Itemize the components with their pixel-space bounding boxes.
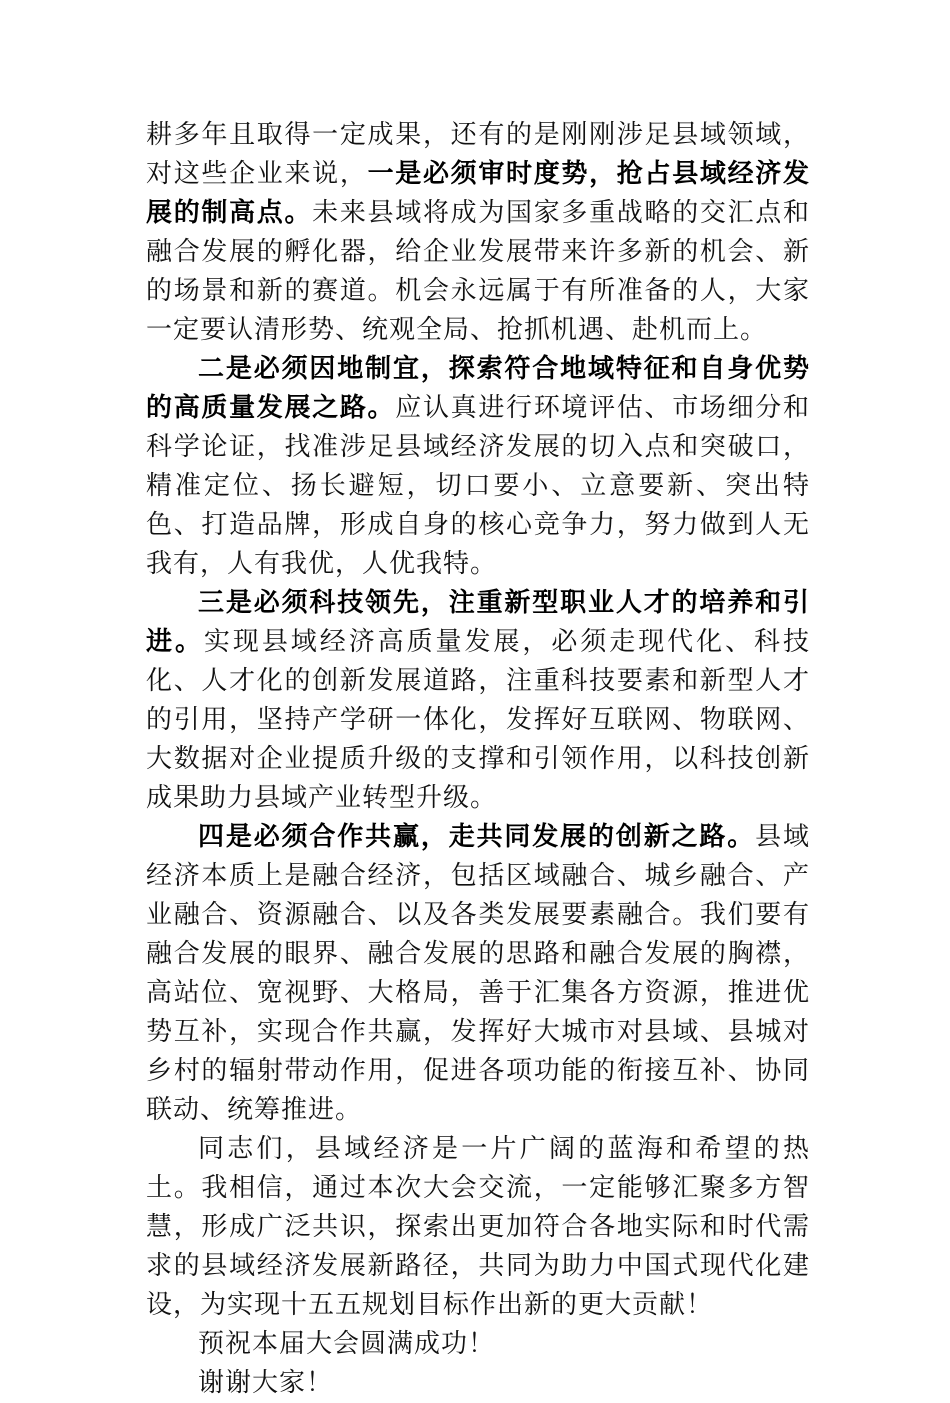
bold-heading-point-four: 四是必须合作共赢，走共同发展的创新之路。 [198, 822, 756, 852]
bold-heading-point-three: 三是必须科技领先，注重新型职业人才的培养和引进。 [146, 588, 810, 657]
text-run: 未来县域将成为国家多重战略的交汇点和融合发展的孵化器，给企业发展带来许多新的机会、新的场景和新的赛道。机会永远属于有所准备的人，大家一定要认清形势、统观全局、抢抓机遇、赴机而上。 [146, 198, 810, 345]
paragraph-point-four [146, 818, 810, 1130]
bold-heading-point-one: 一是必须审时度势，抢占县域经济发展的制高点。 [146, 159, 810, 228]
text-run: 耕多年且取得一定成果，还有的是刚刚涉足县域领域，对这些企业来说， [146, 120, 810, 189]
paragraph-wish [146, 1325, 810, 1364]
text-run: 预祝本届大会圆满成功！ [198, 1329, 496, 1359]
bold-heading-point-two: 二是必须因地制宜，探索符合地域特征和自身优势的高质量发展之路。 [146, 354, 810, 423]
text-run: 谢谢大家！ [198, 1368, 334, 1398]
text-run: 同志们，县域经济是一片广阔的蓝海和希望的热土。我相信，通过本次大会交流，一定能够汇聚多方智慧，形成广泛共识，探索出更加符合各地实际和时代需求的县域经济发展新路径，共同为助力中国式现代化建设，为实现十五五规划目标作出新的更大贡献！ [146, 1134, 810, 1320]
paragraph-point-two [146, 350, 810, 584]
text-run: 县域经济本质上是融合经济，包括区域融合、城乡融合、产业融合、资源融合、以及各类发展要素融合。我们要有融合发展的眼界、融合发展的思路和融合发展的胸襟，高站位、宽视野、大格局，善于汇集各方资源，推进优势互补，实现合作共赢，发挥好大城市对县域、县城对乡村的辐射带动作用，促进各项功能的衔接互补、协同联动、统筹推进。 [146, 822, 810, 1125]
paragraph-continuation [146, 116, 810, 350]
paragraph-thanks [146, 1364, 810, 1403]
text-run: 实现县域经济高质量发展，必须走现代化、科技化、人才化的创新发展道路，注重科技要素和新型人才的引用，坚持产学研一体化，发挥好互联网、物联网、大数据对企业提质升级的支撑和引领作用，以科技创新成果助力县域产业转型升级。 [146, 627, 810, 813]
paragraph-point-three [146, 584, 810, 818]
paragraph-closing [146, 1130, 810, 1325]
text-run: 应认真进行环境评估、市场细分和科学论证，找准涉足县域经济发展的切入点和突破口，精准定位、扬长避短，切口要小、立意要新、突出特色、打造品牌，形成自身的核心竞争力，努力做到人无我有，人有我优，人优我特。 [146, 393, 810, 579]
document-body [146, 116, 810, 1403]
